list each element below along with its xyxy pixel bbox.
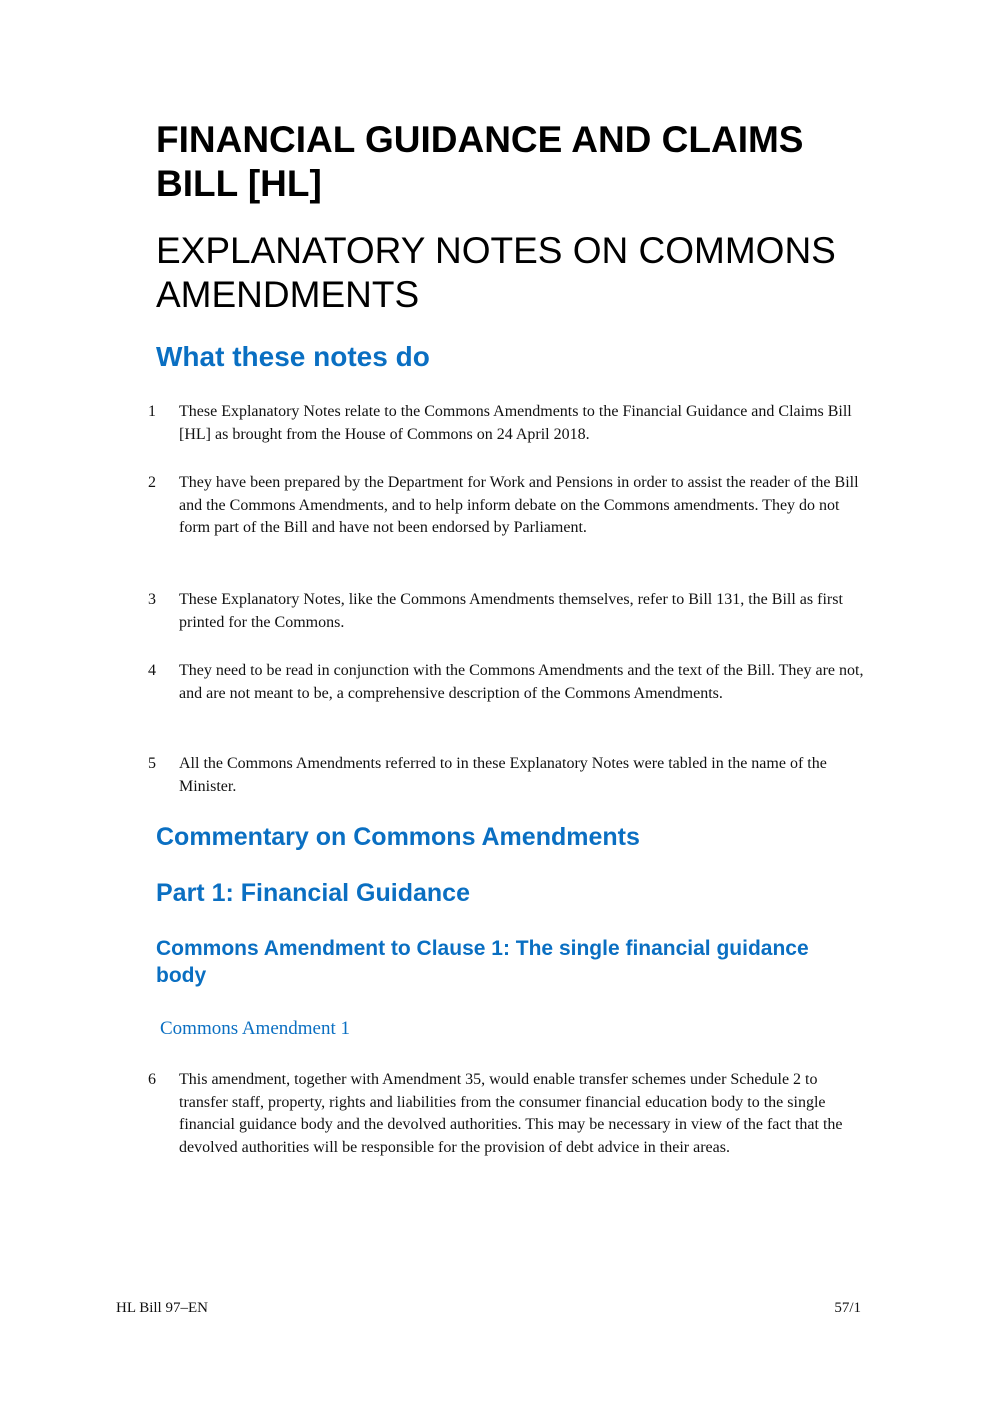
clause-heading: Commons Amendment to Clause 1: The single financial guidance body — [156, 937, 809, 987]
document-title: FINANCIAL GUIDANCE AND CLAIMS BILL [HL] — [156, 119, 804, 204]
footer-bill-reference: HL Bill 97–EN — [116, 1300, 208, 1316]
section-heading-commentary: Commentary on Commons Amendments — [156, 823, 640, 851]
section-heading-what-these-notes-do: What these notes do — [156, 341, 430, 372]
document-subtitle: EXPLANATORY NOTES ON COMMONS AMENDMENTS — [156, 230, 836, 315]
paragraph-5 — [148, 753, 868, 798]
paragraph-2 — [148, 472, 868, 540]
paragraph-number: 4 — [148, 662, 156, 679]
paragraph-number: 6 — [148, 1071, 156, 1088]
paragraph-text: All the Commons Amendments referred to in these Explanatory Notes were tabled in the name of the Minister. — [179, 755, 827, 795]
paragraph-text: They need to be read in conjunction with the Commons Amendments and the text of the Bill. They are not, and are not meant to be, a comprehensive description of the Commons Amendments. — [179, 662, 864, 702]
paragraph-text: They have been prepared by the Department for Work and Pensions in order to assist the reader of the Bill and the Commons Amendments, and to help inform debate on the Commons amendments. They do not form part of the Bill and have not been endorsed by Parliament. — [179, 474, 859, 536]
paragraph-text: These Explanatory Notes relate to the Commons Amendments to the Financial Guidance and Claims Bill [HL] as brought from the House of Commons on 24 April 2018. — [179, 403, 852, 443]
footer-page-number: 57/1 — [834, 1300, 861, 1316]
paragraph-text: These Explanatory Notes, like the Commons Amendments themselves, refer to Bill 131, the Bill as first printed for the Commons. — [179, 591, 843, 631]
part-heading: Part 1: Financial Guidance — [156, 879, 470, 907]
paragraph-number: 3 — [148, 591, 156, 608]
paragraph-6 — [148, 1069, 868, 1159]
paragraph-1 — [148, 401, 868, 446]
amendment-heading: Commons Amendment 1 — [160, 1018, 350, 1039]
paragraph-number: 5 — [148, 755, 156, 772]
paragraph-text: This amendment, together with Amendment 35, would enable transfer schemes under Schedule 2 to transfer staff, property, rights and liabilities from the consumer financial education body to the single financial guidance body and the devolved authorities. This may be necessary in view of the fact that the devolved authorities will be responsible for the provision of debt advice in their areas. — [179, 1071, 843, 1156]
paragraph-number: 2 — [148, 474, 156, 491]
paragraph-3 — [148, 589, 868, 634]
paragraph-4 — [148, 660, 868, 705]
paragraph-number: 1 — [148, 403, 156, 420]
